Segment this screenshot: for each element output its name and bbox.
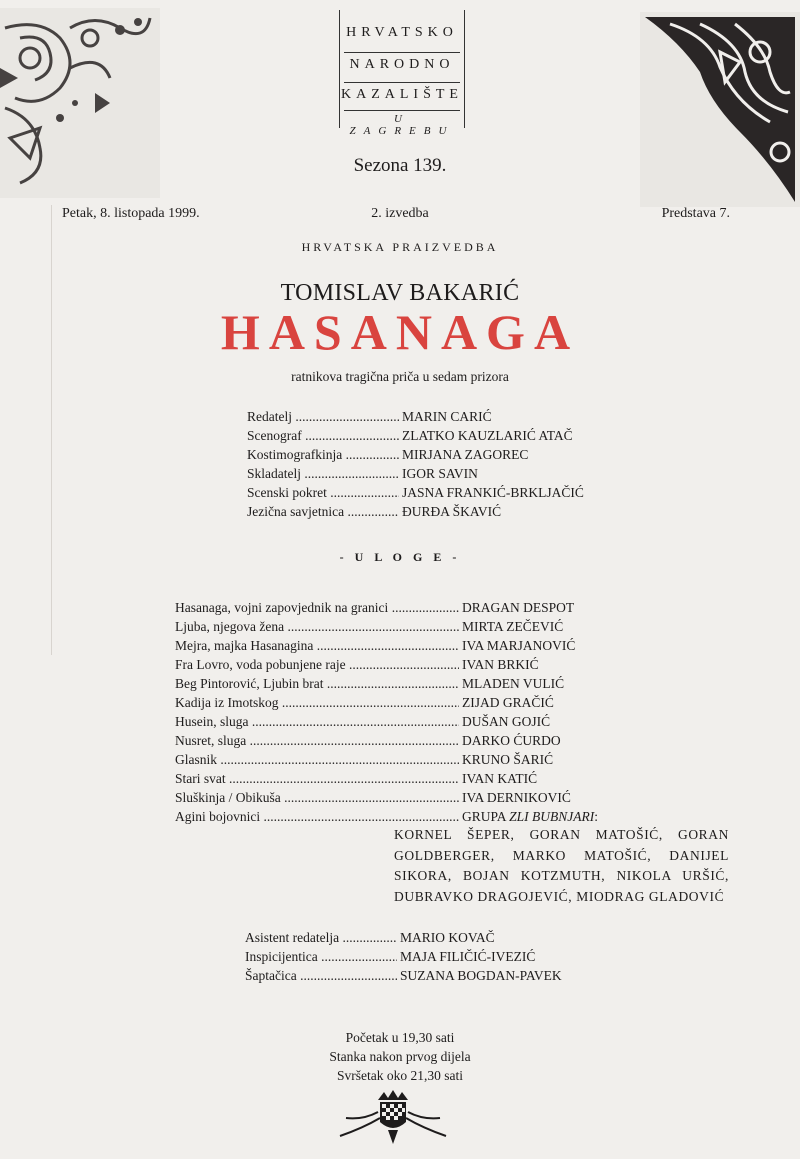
show-number: Predstava 7.	[661, 206, 730, 221]
crew-row	[247, 465, 478, 483]
header-separator	[344, 110, 460, 111]
header-separator	[344, 52, 460, 53]
top-right-ornament	[640, 12, 800, 207]
cast-row	[175, 656, 539, 674]
cast-row	[175, 637, 575, 655]
cast-row	[175, 751, 553, 769]
cast-row	[175, 675, 564, 693]
cast-role: Sluškinja / Obikuša .....	[175, 789, 459, 807]
cast-role: Mejra, majka Hasanagina .....	[175, 637, 459, 655]
header-separator	[344, 82, 460, 83]
cast-actor: ZIJAD GRAČIĆ	[462, 695, 554, 710]
roles-heading: - U L O G E -	[339, 550, 461, 564]
performance-date: Petak, 8. listopada 1999.	[62, 206, 200, 221]
cast-actor: MLADEN VULIĆ	[462, 676, 565, 691]
schedule	[0, 1028, 800, 1085]
cast-actor: IVA DERNIKOVIĆ	[462, 790, 571, 805]
cast-actor: MIRTA ZEČEVIĆ	[462, 619, 564, 634]
header-line-1: HRVATSKO	[346, 25, 458, 40]
cast-row	[175, 694, 554, 712]
header-line-3: KAZALIŠTE	[341, 87, 463, 102]
cast-role: Stari svat .....	[175, 770, 459, 788]
cast-actor	[459, 808, 598, 826]
cast-role: Nusret, sluga .....	[175, 732, 459, 750]
crew-role: Redatelj .....	[247, 408, 399, 426]
cast-role: Ljuba, njegova žena .....	[175, 618, 459, 636]
cast-actor: DUŠAN GOJIĆ	[462, 714, 551, 729]
staff-row	[245, 967, 562, 985]
cast-row	[175, 808, 598, 826]
crew-role: Scenski pokret .....	[247, 484, 399, 502]
cast-actor: IVAN KATIĆ	[462, 771, 538, 786]
play-title: HASANAGA	[220, 304, 580, 360]
cast-role: Beg Pintorović, Ljubin brat .....	[175, 675, 459, 693]
cast-actor: DRAGAN DESPOT	[462, 600, 575, 615]
cast-role: Hasanaga, vojni zapovjednik na granici .....	[175, 599, 459, 617]
cast-row	[175, 618, 563, 636]
cast-row	[175, 789, 571, 807]
coat-of-arms-emblem	[338, 1088, 448, 1146]
performance-number: 2. izvedba	[371, 206, 429, 221]
cast-row	[175, 732, 561, 750]
crew-row	[247, 427, 573, 445]
author-name: TOMISLAV BAKARIĆ	[280, 280, 520, 306]
cast-role: Glasnik .....	[175, 751, 459, 769]
season-label: Sezona 139.	[353, 155, 447, 176]
crew-name: IGOR SAVIN	[402, 466, 478, 481]
crew-name: ZLATKO KAUZLARIĆ ATAČ	[402, 428, 573, 443]
cast-actor: IVAN BRKIĆ	[462, 657, 539, 672]
cast-row	[175, 713, 550, 731]
cast-role: Agini bojovnici .....	[175, 808, 459, 826]
cast-role: Kadija iz Imotskog .....	[175, 694, 459, 712]
staff-role: Asistent redatelja .....	[245, 929, 397, 947]
premiere-label: HRVATSKA PRAIZVEDBA	[301, 240, 499, 254]
crew-row	[247, 446, 528, 464]
crew-name: MIRJANA ZAGOREC	[402, 447, 529, 462]
cast-row	[175, 599, 574, 617]
staff-row	[245, 929, 495, 947]
crew-role: Scenograf .....	[247, 427, 399, 445]
crew-row	[247, 484, 584, 502]
play-subtitle: ratnikova tragična priča u sedam prizora	[291, 369, 509, 384]
group-colon: :	[594, 809, 599, 824]
cast-row	[175, 770, 537, 788]
crew-name: ĐURĐA ŠKAVIĆ	[402, 504, 502, 519]
crew-name: MARIN CARIĆ	[402, 409, 492, 424]
crew-row	[247, 503, 501, 521]
cast-role: Fra Lovro, voda pobunjene raje .....	[175, 656, 459, 674]
staff-name: MAJA FILIČIĆ-IVEZIĆ	[400, 949, 536, 964]
group-name: ZLI BUBNJARI	[509, 809, 595, 824]
cast-actor: IVA MARJANOVIĆ	[462, 638, 576, 653]
cast-actor: DARKO ĆURDO	[462, 733, 561, 748]
intermission-note: Stanka nakon prvog dijela	[329, 1049, 471, 1064]
crew-row	[247, 408, 492, 426]
end-time: Svršetak oko 21,30 sati	[337, 1068, 463, 1083]
crew-role: Kostimografkinja .....	[247, 446, 399, 464]
crew-name: JASNA FRANKIĆ-BRKLJAČIĆ	[402, 485, 584, 500]
cast-role: Husein, sluga .....	[175, 713, 459, 731]
crew-role: Skladatelj .....	[247, 465, 399, 483]
header-place: U ZAGREBU	[349, 113, 455, 137]
crew-role: Jezična savjetnica .....	[247, 503, 399, 521]
cast-actor: KRUNO ŠARIĆ	[462, 752, 554, 767]
staff-role: Šaptačica .....	[245, 967, 397, 985]
staff-role: Inspicijentica .....	[245, 948, 397, 966]
header-line-2: NARODNO	[349, 57, 455, 72]
staff-row	[245, 948, 535, 966]
group-members: KORNEL ŠEPER, GORAN MATOŠIĆ, GORAN GOLDBERGER, MARKO MATOŠIĆ, DANIJEL SIKORA, BOJAN KOTZMUTH, NIKOLA URŠIĆ, DUBRAVKO DRAGOJEVIĆ, MIODRAG GLADOVIĆ	[394, 827, 729, 904]
staff-name: SUZANA BOGDAN-PAVEK	[400, 968, 562, 983]
staff-name: MARIO KOVAČ	[400, 930, 495, 945]
theatre-header	[339, 10, 465, 137]
start-time: Početak u 19,30 sati	[345, 1030, 455, 1045]
group-prefix: GRUPA	[462, 809, 510, 824]
page-edge-line	[51, 205, 52, 655]
